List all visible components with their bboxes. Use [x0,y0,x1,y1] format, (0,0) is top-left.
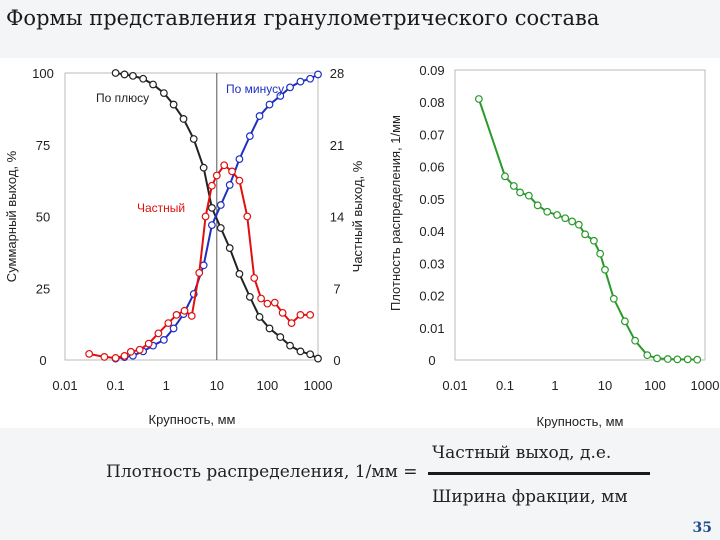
series-point-density [502,173,509,180]
chart-cumulative-and-partial-yield [4,66,365,427]
y-right-tick-label: 28 [329,66,345,81]
y-left-tick-label: 100 [32,66,54,81]
x-tick-label: 0.1 [106,378,125,393]
x-tick-label: 100 [644,378,666,393]
series-point-0 [121,71,128,78]
series-point-2 [279,310,286,317]
series-point-2 [145,340,152,347]
series-point-0 [112,70,119,77]
y-left-axis-label: Суммарный выход, % [4,150,19,283]
slide-title: Формы представления гранулометрического состава [6,6,600,30]
y-tick-label: 0.09 [419,63,445,78]
series-point-density [622,318,629,325]
x-tick-label: 100 [256,378,279,393]
x-tick-label: 0.01 [442,378,468,393]
y-right-axis-label: Частный выход, % [350,160,365,273]
series-point-2 [271,299,278,306]
series-point-density [654,355,661,362]
series-point-1 [170,325,177,332]
y-axis-label: Плотность распределения, 1/мм [388,114,403,312]
x-tick-label: 0.1 [495,378,515,393]
series-point-0 [130,73,137,80]
series-point-density [591,237,598,244]
series-point-2 [202,213,209,220]
y-right-tick-label: 14 [329,209,345,225]
formula-numerator: Частный выход, д.е. [432,443,612,463]
series-point-0 [297,348,304,355]
series-point-1 [236,156,243,163]
series-point-0 [218,225,225,232]
y-tick-label: 0.04 [419,224,445,240]
series-point-0 [226,245,233,252]
series-point-density [582,231,589,238]
series-point-0 [287,342,294,349]
series-line-2 [89,165,310,358]
plot-area-frame [455,70,705,360]
y-tick-label: 0.01 [419,320,445,336]
series-point-density [674,356,681,363]
y-tick-label: 0.08 [419,95,445,111]
x-tick-label: 1 [551,378,559,393]
x-tick-label: 1 [162,378,170,393]
y-tick-label: 0.07 [419,127,445,143]
series-point-density [576,221,583,228]
series-point-0 [315,355,322,362]
x-tick-label: 1000 [303,378,333,393]
series-point-1 [287,84,294,91]
series-point-0 [256,314,263,321]
x-tick-label: 0.01 [52,378,78,393]
x-tick-label: 10 [597,378,613,393]
y-tick-label: 0.06 [419,159,445,175]
series-point-density [694,356,701,363]
series-point-0 [247,294,254,301]
series-point-2 [288,320,295,327]
chart-panel [0,58,720,428]
series-point-density [517,189,524,196]
series-point-2 [112,355,119,362]
series-point-2 [214,172,221,179]
y-tick-label: 0.02 [419,288,445,304]
series-point-2 [188,313,195,320]
series-point-2 [244,213,251,220]
fraction-line [428,472,650,475]
y-right-tick-label: 0 [333,353,341,368]
page-number: 35 [692,520,712,536]
x-axis-label: Крупность, мм [148,412,236,427]
series-point-2 [196,270,203,277]
series-label: Частный [137,201,186,215]
series-point-1 [307,75,314,82]
series-point-1 [247,133,254,140]
series-point-1 [297,78,304,85]
series-point-2 [258,295,265,302]
y-right-tick-label: 21 [329,137,345,153]
series-point-1 [161,337,168,344]
series-point-density [644,352,651,359]
series-point-0 [209,205,216,212]
series-point-0 [266,325,273,332]
series-point-0 [190,136,197,143]
series-point-1 [315,71,322,78]
x-axis-label: Крупность, мм [536,414,624,428]
series-point-density [476,96,483,103]
series-point-2 [165,320,172,327]
series-point-density [554,212,561,219]
y-left-tick-label: 50 [35,209,51,225]
series-point-2 [221,162,228,169]
x-tick-label: 10 [209,378,225,393]
formula-denominator: Ширина фракции, мм [432,487,628,507]
series-line-density [479,99,697,360]
chart-distribution-density [388,63,719,428]
series-point-1 [226,182,233,189]
series-point-2 [251,275,258,282]
series-point-2 [181,308,188,315]
y-left-tick-label: 75 [35,137,51,153]
series-point-2 [121,353,128,360]
series-point-density [632,337,639,344]
y-left-tick-label: 25 [35,281,51,297]
series-point-2 [297,312,304,319]
series-point-density [684,356,691,363]
series-point-2 [136,346,143,353]
series-point-2 [264,300,271,307]
series-point-0 [150,81,157,88]
series-label: По минусу [226,82,285,96]
series-point-1 [256,113,263,120]
series-label: По плюсу [96,91,150,105]
series-point-density [597,250,604,257]
series-point-2 [229,168,236,175]
series-point-density [562,215,569,222]
series-point-density [602,266,609,273]
charts-svg [0,58,720,428]
series-point-0 [161,90,168,97]
y-tick-label: 0.03 [419,256,445,272]
formula-left-text: Плотность распределения, 1/мм = [106,462,418,482]
series-point-density [511,183,518,190]
series-point-1 [209,222,216,229]
series-point-0 [180,116,187,123]
series-point-1 [266,101,273,108]
series-point-0 [200,164,207,171]
series-point-density [664,356,671,363]
series-point-0 [140,75,147,82]
series-point-0 [236,271,243,278]
series-point-2 [209,182,216,189]
series-point-density [526,192,533,199]
series-point-0 [277,334,284,341]
series-point-density [544,208,551,215]
series-point-0 [307,351,314,358]
series-point-2 [128,349,135,356]
x-tick-label: 1000 [690,378,720,393]
y-left-tick-label: 0 [39,353,47,368]
y-tick-label: 0 [428,353,436,368]
series-point-0 [170,101,177,108]
series-point-density [534,202,541,209]
series-point-2 [236,177,243,184]
y-tick-label: 0.05 [419,191,445,207]
series-point-2 [86,351,93,358]
series-point-2 [101,354,108,361]
series-point-2 [173,312,180,319]
y-right-tick-label: 7 [333,281,341,297]
series-point-density [611,295,618,302]
series-point-2 [155,330,162,337]
series-point-1 [218,202,225,209]
series-point-density [569,218,576,225]
series-point-2 [307,312,314,319]
